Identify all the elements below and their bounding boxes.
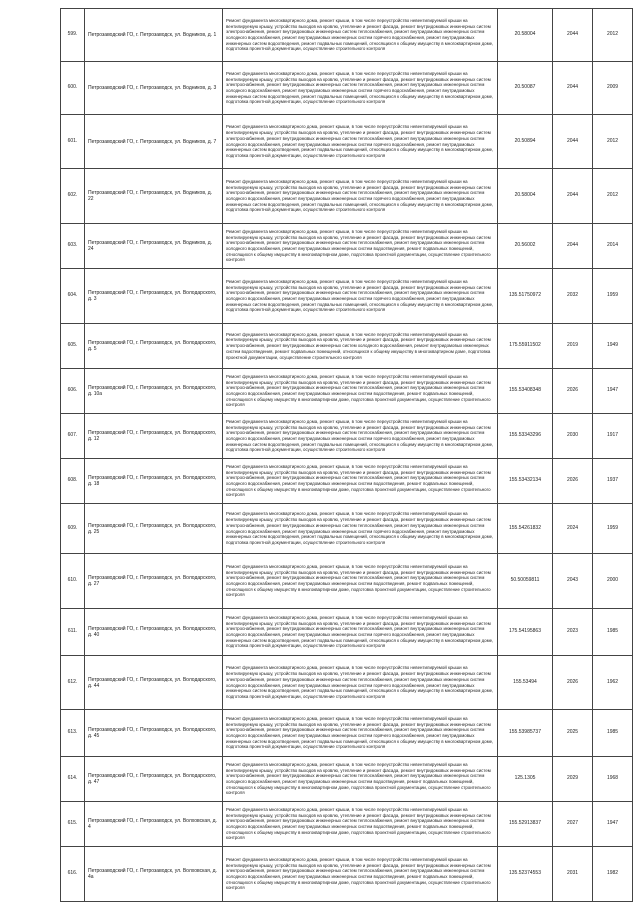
row-number: 612. [61,656,85,710]
planned-year-cell: 2019 [553,324,593,369]
work-list-cell: Ремонт фундамента многоквартирного дома, ремонт крыши, в том числе переустройство невентилируемой крыши на вентилируемую крышу, устройство выходов на кровлю, утепление и ремонт фасада, ремонт внутридомовых инженерных систем электроснабжения, ремонт внутридомовых инженерных систем теплоснабжения, ремонт внутридомовых инженерных систем холодного водоснабжения, ремонт внутридомовых инженерных систем горячего водоснабжения, ремонт внутридомовых инженерных систем водоотведения, ремонт подвальных помещений, относящихся к общему имуществу в многоквартирном доме, подготовка проектной документации, осуществление строительного контроля [223,115,498,169]
build-year-cell: 2014 [593,224,633,269]
build-year-cell: 1959 [593,504,633,554]
build-year-cell: 2012 [593,169,633,224]
row-number: 613. [61,710,85,757]
build-year-cell: 1968 [593,757,633,802]
row-number: 599. [61,9,85,62]
table-row [61,757,633,802]
work-list-cell: Ремонт фундамента многоквартирного дома, ремонт крыши, в том числе переустройство невентилируемой крыши на вентилируемую крышу, устройство выходов на кровлю, утепление и ремонт фасада, ремонт внутридомовых инженерных систем электроснабжения, ремонт внутридомовых инженерных систем холодного водоснабжения, ремонт внутридомовых инженерных систем водоотведения, ремонт подвальных помещений, относящихся к общему имуществу в многоквартирном доме, подготовка проектной документации, осуществление строительного контроля [223,324,498,369]
build-year-cell: 1937 [593,459,633,504]
build-year-cell: 1947 [593,369,633,414]
cost-cell: 155.53432134 [498,459,553,504]
table-row [61,554,633,609]
address-cell: Петрозаводский ГО, г. Петрозаводск, ул. Володарского, д. 44 [85,656,223,710]
planned-year-cell: 2032 [553,269,593,324]
work-list-cell: Ремонт фундамента многоквартирного дома, ремонт крыши, в том числе переустройство невентилируемой крыши на вентилируемую крышу, устройство выходов на кровлю, утепление и ремонт фасада, ремонт внутридомовых инженерных систем электроснабжения, ремонт внутридомовых инженерных систем теплоснабжения, ремонт внутридомовых инженерных систем холодного водоснабжения, ремонт внутридомовых инженерных систем горячего водоснабжения, ремонт внутридомовых инженерных систем водоотведения, ремонт подвальных помещений, относящихся к общему имуществу в многоквартирном доме, подготовка проектной документации, осуществление строительного контроля [223,710,498,757]
build-year-cell: 1959 [593,269,633,324]
address-cell: Петрозаводский ГО, г. Петрозаводск, ул. Володарского, д. 10а [85,369,223,414]
row-number: 606. [61,369,85,414]
planned-year-cell: 2044 [553,62,593,115]
planned-year-cell: 2044 [553,224,593,269]
row-number: 610. [61,554,85,609]
table-row [61,369,633,414]
address-cell: Петрозаводский ГО, г. Петрозаводск, ул. Володарского, д. 25 [85,504,223,554]
table-row [61,224,633,269]
cost-cell: 155.54261832 [498,504,553,554]
build-year-cell: 1947 [593,802,633,847]
build-year-cell: 1962 [593,656,633,710]
address-cell: Петрозаводский ГО, г. Петрозаводск, ул. Володарского, д. 3 [85,269,223,324]
row-number: 615. [61,802,85,847]
work-list-cell: Ремонт фундамента многоквартирного дома, ремонт крыши, в том числе переустройство невентилируемой крыши на вентилируемую крышу, устройство выходов на кровлю, утепление и ремонт фасада, ремонт внутридомовых инженерных систем электроснабжения, ремонт внутридомовых инженерных систем теплоснабжения, ремонт внутридомовых инженерных систем холодного водоснабжения, ремонт внутридомовых инженерных систем водоотведения, ремонт подвальных помещений, относящихся к общему имуществу в многоквартирном доме, подготовка проектной документации, осуществление строительного контроля [223,757,498,802]
table-row [61,269,633,324]
table-row [61,169,633,224]
build-year-cell: 2000 [593,554,633,609]
cost-cell: 20.50087 [498,62,553,115]
table-row [61,9,633,62]
planned-year-cell: 2026 [553,369,593,414]
planned-year-cell: 2027 [553,802,593,847]
work-list-cell: Ремонт фундамента многоквартирного дома, ремонт крыши, в том числе переустройство невентилируемой крыши на вентилируемую крышу, устройство выходов на кровлю, утепление и ремонт фасада, ремонт внутридомовых инженерных систем электроснабжения, ремонт внутридомовых инженерных систем теплоснабжения, ремонт внутридомовых инженерных систем холодного водоснабжения, ремонт внутридомовых инженерных систем горячего водоснабжения, ремонт внутридомовых инженерных систем водоотведения, ремонт подвальных помещений, относящихся к общему имуществу в многоквартирном доме, подготовка проектной документации, осуществление строительного контроля [223,609,498,656]
cost-cell: 20.50894 [498,115,553,169]
row-number: 611. [61,609,85,656]
cost-cell: 175.55911502 [498,324,553,369]
address-cell: Петрозаводский ГО, г. Петрозаводск, ул. Володарского, д. 12 [85,414,223,459]
cost-cell: 20.58004 [498,9,553,62]
cost-cell: 135.52374553 [498,847,553,902]
work-list-cell: Ремонт фундамента многоквартирного дома, ремонт крыши, в том числе переустройство невентилируемой крыши на вентилируемую крышу, устройство выходов на кровлю, утепление и ремонт фасада, ремонт внутридомовых инженерных систем электроснабжения, ремонт внутридомовых инженерных систем теплоснабжения, ремонт внутридомовых инженерных систем холодного водоснабжения, ремонт внутридомовых инженерных систем водоотведения, ремонт подвальных помещений, относящихся к общему имуществу в многоквартирном доме, подготовка проектной документации, осуществление строительного контроля [223,802,498,847]
cost-cell: 125.1305 [498,757,553,802]
address-cell: Петрозаводский ГО, г. Петрозаводск, ул. Володарского, д. 27 [85,554,223,609]
work-list-cell: Ремонт фундамента многоквартирного дома, ремонт крыши, в том числе переустройство невентилируемой крыши на вентилируемую крышу, устройство выходов на кровлю, утепление и ремонт фасада, ремонт внутридомовых инженерных систем электроснабжения, ремонт внутридомовых инженерных систем теплоснабжения, ремонт внутридомовых инженерных систем холодного водоснабжения, ремонт внутридомовых инженерных систем водоотведения, ремонт подвальных помещений, относящихся к общему имуществу в многоквартирном доме, подготовка проектной документации, осуществление строительного контроля [223,459,498,504]
cost-cell: 175.54195863 [498,609,553,656]
row-number: 614. [61,757,85,802]
row-number: 616. [61,847,85,902]
planned-year-cell: 2026 [553,656,593,710]
cost-cell: 155.53408348 [498,369,553,414]
capital-repair-table [60,8,633,902]
row-number: 605. [61,324,85,369]
table-row [61,504,633,554]
work-list-cell: Ремонт фундамента многоквартирного дома, ремонт крыши, в том числе переустройство невентилируемой крыши на вентилируемую крышу, устройство выходов на кровлю, утепление и ремонт фасада, ремонт внутридомовых инженерных систем электроснабжения, ремонт внутридомовых инженерных систем теплоснабжения, ремонт внутридомовых инженерных систем холодного водоснабжения, ремонт внутридомовых инженерных систем водоотведения, ремонт подвальных помещений, относящихся к общему имуществу в многоквартирном доме, подготовка проектной документации, осуществление строительного контроля [223,369,498,414]
row-number: 607. [61,414,85,459]
cost-cell: 135.51750972 [498,269,553,324]
work-list-cell: Ремонт фундамента многоквартирного дома, ремонт крыши, в том числе переустройство невентилируемой крыши на вентилируемую крышу, устройство выходов на кровлю, утепление и ремонт фасада, ремонт внутридомовых инженерных систем электроснабжения, ремонт внутридомовых инженерных систем теплоснабжения, ремонт внутридомовых инженерных систем холодного водоснабжения, ремонт внутридомовых инженерных систем горячего водоснабжения, ремонт внутридомовых инженерных систем водоотведения, ремонт подвальных помещений, относящихся к общему имуществу в многоквартирном доме, подготовка проектной документации, осуществление строительного контроля [223,269,498,324]
work-list-cell: Ремонт фундамента многоквартирного дома, ремонт крыши, в том числе переустройство невентилируемой крыши на вентилируемую крышу, устройство выходов на кровлю, утепление и ремонт фасада, ремонт внутридомовых инженерных систем электроснабжения, ремонт внутридомовых инженерных систем теплоснабжения, ремонт внутридомовых инженерных систем холодного водоснабжения, ремонт внутридомовых инженерных систем водоотведения, ремонт подвальных помещений, относящихся к общему имуществу в многоквартирном доме, подготовка проектной документации, осуществление строительного контроля [223,224,498,269]
build-year-cell: 2009 [593,62,633,115]
build-year-cell: 1949 [593,324,633,369]
row-number: 602. [61,169,85,224]
build-year-cell: 2012 [593,115,633,169]
work-list-cell: Ремонт фундамента многоквартирного дома, ремонт крыши, в том числе переустройство невентилируемой крыши на вентилируемую крышу, устройство выходов на кровлю, утепление и ремонт фасада, ремонт внутридомовых инженерных систем электроснабжения, ремонт внутридомовых инженерных систем теплоснабжения, ремонт внутридомовых инженерных систем холодного водоснабжения, ремонт внутридомовых инженерных систем горячего водоснабжения, ремонт внутридомовых инженерных систем водоотведения, ремонт подвальных помещений, относящихся к общему имуществу в многоквартирном доме, подготовка проектной документации, осуществление строительного контроля [223,62,498,115]
planned-year-cell: 2024 [553,504,593,554]
table-row [61,115,633,169]
build-year-cell: 1985 [593,609,633,656]
row-number: 604. [61,269,85,324]
cost-cell: 20.58004 [498,169,553,224]
build-year-cell: 1982 [593,847,633,902]
work-list-cell: Ремонт фундамента многоквартирного дома, ремонт крыши, в том числе переустройство невентилируемой крыши на вентилируемую крышу, устройство выходов на кровлю, утепление и ремонт фасада, ремонт внутридомовых инженерных систем электроснабжения, ремонт внутридомовых инженерных систем теплоснабжения, ремонт внутридомовых инженерных систем холодного водоснабжения, ремонт внутридомовых инженерных систем горячего водоснабжения, ремонт внутридомовых инженерных систем водоотведения, ремонт подвальных помещений, относящихся к общему имуществу в многоквартирном доме, подготовка проектной документации, осуществление строительного контроля [223,504,498,554]
address-cell: Петрозаводский ГО, г. Петрозаводск, ул. Володарского, д. 18 [85,459,223,504]
work-list-cell: Ремонт фундамента многоквартирного дома, ремонт крыши, в том числе переустройство невентилируемой крыши на вентилируемую крышу, устройство выходов на кровлю, утепление и ремонт фасада, ремонт внутридомовых инженерных систем электроснабжения, ремонт внутридомовых инженерных систем теплоснабжения, ремонт внутридомовых инженерных систем холодного водоснабжения, ремонт внутридомовых инженерных систем водоотведения, ремонт подвальных помещений, относящихся к общему имуществу в многоквартирном доме, подготовка проектной документации, осуществление строительного контроля [223,554,498,609]
table-row [61,459,633,504]
cost-cell: 155.52913837 [498,802,553,847]
cost-cell: 155.53343296 [498,414,553,459]
work-list-cell: Ремонт фундамента многоквартирного дома, ремонт крыши, в том числе переустройство невентилируемой крыши на вентилируемую крышу, устройство выходов на кровлю, утепление и ремонт фасада, ремонт внутридомовых инженерных систем электроснабжения, ремонт внутридомовых инженерных систем теплоснабжения, ремонт внутридомовых инженерных систем холодного водоснабжения, ремонт внутридомовых инженерных систем горячего водоснабжения, ремонт внутридомовых инженерных систем водоотведения, ремонт подвальных помещений, относящихся к общему имуществу в многоквартирном доме, подготовка проектной документации, осуществление строительного контроля [223,9,498,62]
work-list-cell: Ремонт фундамента многоквартирного дома, ремонт крыши, в том числе переустройство невентилируемой крыши на вентилируемую крышу, устройство выходов на кровлю, утепление и ремонт фасада, ремонт внутридомовых инженерных систем электроснабжения, ремонт внутридомовых инженерных систем теплоснабжения, ремонт внутридомовых инженерных систем холодного водоснабжения, ремонт внутридомовых инженерных систем горячего водоснабжения, ремонт внутридомовых инженерных систем водоотведения, ремонт подвальных помещений, относящихся к общему имуществу в многоквартирном доме, подготовка проектной документации, осуществление строительного контроля [223,169,498,224]
planned-year-cell: 2043 [553,554,593,609]
planned-year-cell: 2023 [553,609,593,656]
address-cell: Петрозаводский ГО, г. Петрозаводск, ул. Володарского, д. 40 [85,609,223,656]
address-cell: Петрозаводский ГО, г. Петрозаводск, ул. Водников, д. 22 [85,169,223,224]
address-cell: Петрозаводский ГО, г. Петрозаводск, ул. Володарского, д. 45 [85,710,223,757]
planned-year-cell: 2030 [553,414,593,459]
table-row [61,62,633,115]
address-cell: Петрозаводский ГО, г. Петрозаводск, ул. Волховская, д. 4 [85,802,223,847]
build-year-cell: 1917 [593,414,633,459]
address-cell: Петрозаводский ГО, г. Петрозаводск, ул. Володарского, д. 5 [85,324,223,369]
table-row [61,609,633,656]
table-row [61,414,633,459]
planned-year-cell: 2044 [553,169,593,224]
address-cell: Петрозаводский ГО, г. Петрозаводск, ул. Володарского, д. 47 [85,757,223,802]
build-year-cell: 1985 [593,710,633,757]
row-number: 608. [61,459,85,504]
row-number: 601. [61,115,85,169]
planned-year-cell: 2029 [553,757,593,802]
planned-year-cell: 2044 [553,9,593,62]
table-row [61,802,633,847]
table-row [61,847,633,902]
planned-year-cell: 2031 [553,847,593,902]
address-cell: Петрозаводский ГО, г. Петрозаводск, ул. Водников, д. 3 [85,62,223,115]
row-number: 609. [61,504,85,554]
table-row [61,656,633,710]
cost-cell: 155.53494 [498,656,553,710]
work-list-cell: Ремонт фундамента многоквартирного дома, ремонт крыши, в том числе переустройство невентилируемой крыши на вентилируемую крышу, устройство выходов на кровлю, утепление и ремонт фасада, ремонт внутридомовых инженерных систем электроснабжения, ремонт внутридомовых инженерных систем теплоснабжения, ремонт внутридомовых инженерных систем холодного водоснабжения, ремонт внутридомовых инженерных систем водоотведения, ремонт подвальных помещений, относящихся к общему имуществу в многоквартирном доме, подготовка проектной документации, осуществление строительного контроля [223,847,498,902]
planned-year-cell: 2044 [553,115,593,169]
address-cell: Петрозаводский ГО, г. Петрозаводск, ул. Водников, д. 24 [85,224,223,269]
planned-year-cell: 2025 [553,710,593,757]
work-list-cell: Ремонт фундамента многоквартирного дома, ремонт крыши, в том числе переустройство невентилируемой крыши на вентилируемую крышу, устройство выходов на кровлю, утепление и ремонт фасада, ремонт внутридомовых инженерных систем электроснабжения, ремонт внутридомовых инженерных систем теплоснабжения, ремонт внутридомовых инженерных систем холодного водоснабжения, ремонт внутридомовых инженерных систем горячего водоснабжения, ремонт внутридомовых инженерных систем водоотведения, ремонт подвальных помещений, относящихся к общему имуществу в многоквартирном доме, подготовка проектной документации, осуществление строительного контроля [223,656,498,710]
cost-cell: 20.56002 [498,224,553,269]
address-cell: Петрозаводский ГО, г. Петрозаводск, ул. Волховская, д. 4а [85,847,223,902]
row-number: 603. [61,224,85,269]
row-number: 600. [61,62,85,115]
table-row [61,710,633,757]
cost-cell: 155.53985737 [498,710,553,757]
address-cell: Петрозаводский ГО, г. Петрозаводск, ул. Водников, д. 7 [85,115,223,169]
planned-year-cell: 2026 [553,459,593,504]
table-row [61,324,633,369]
address-cell: Петрозаводский ГО, г. Петрозаводск, ул. Водников, д. 1 [85,9,223,62]
work-list-cell: Ремонт фундамента многоквартирного дома, ремонт крыши, в том числе переустройство невентилируемой крыши на вентилируемую крышу, устройство выходов на кровлю, утепление и ремонт фасада, ремонт внутридомовых инженерных систем электроснабжения, ремонт внутридомовых инженерных систем теплоснабжения, ремонт внутридомовых инженерных систем холодного водоснабжения, ремонт внутридомовых инженерных систем горячего водоснабжения, ремонт внутридомовых инженерных систем водоотведения, ремонт подвальных помещений, относящихся к общему имуществу в многоквартирном доме, подготовка проектной документации, осуществление строительного контроля [223,414,498,459]
build-year-cell: 2012 [593,9,633,62]
cost-cell: 50.50059811 [498,554,553,609]
